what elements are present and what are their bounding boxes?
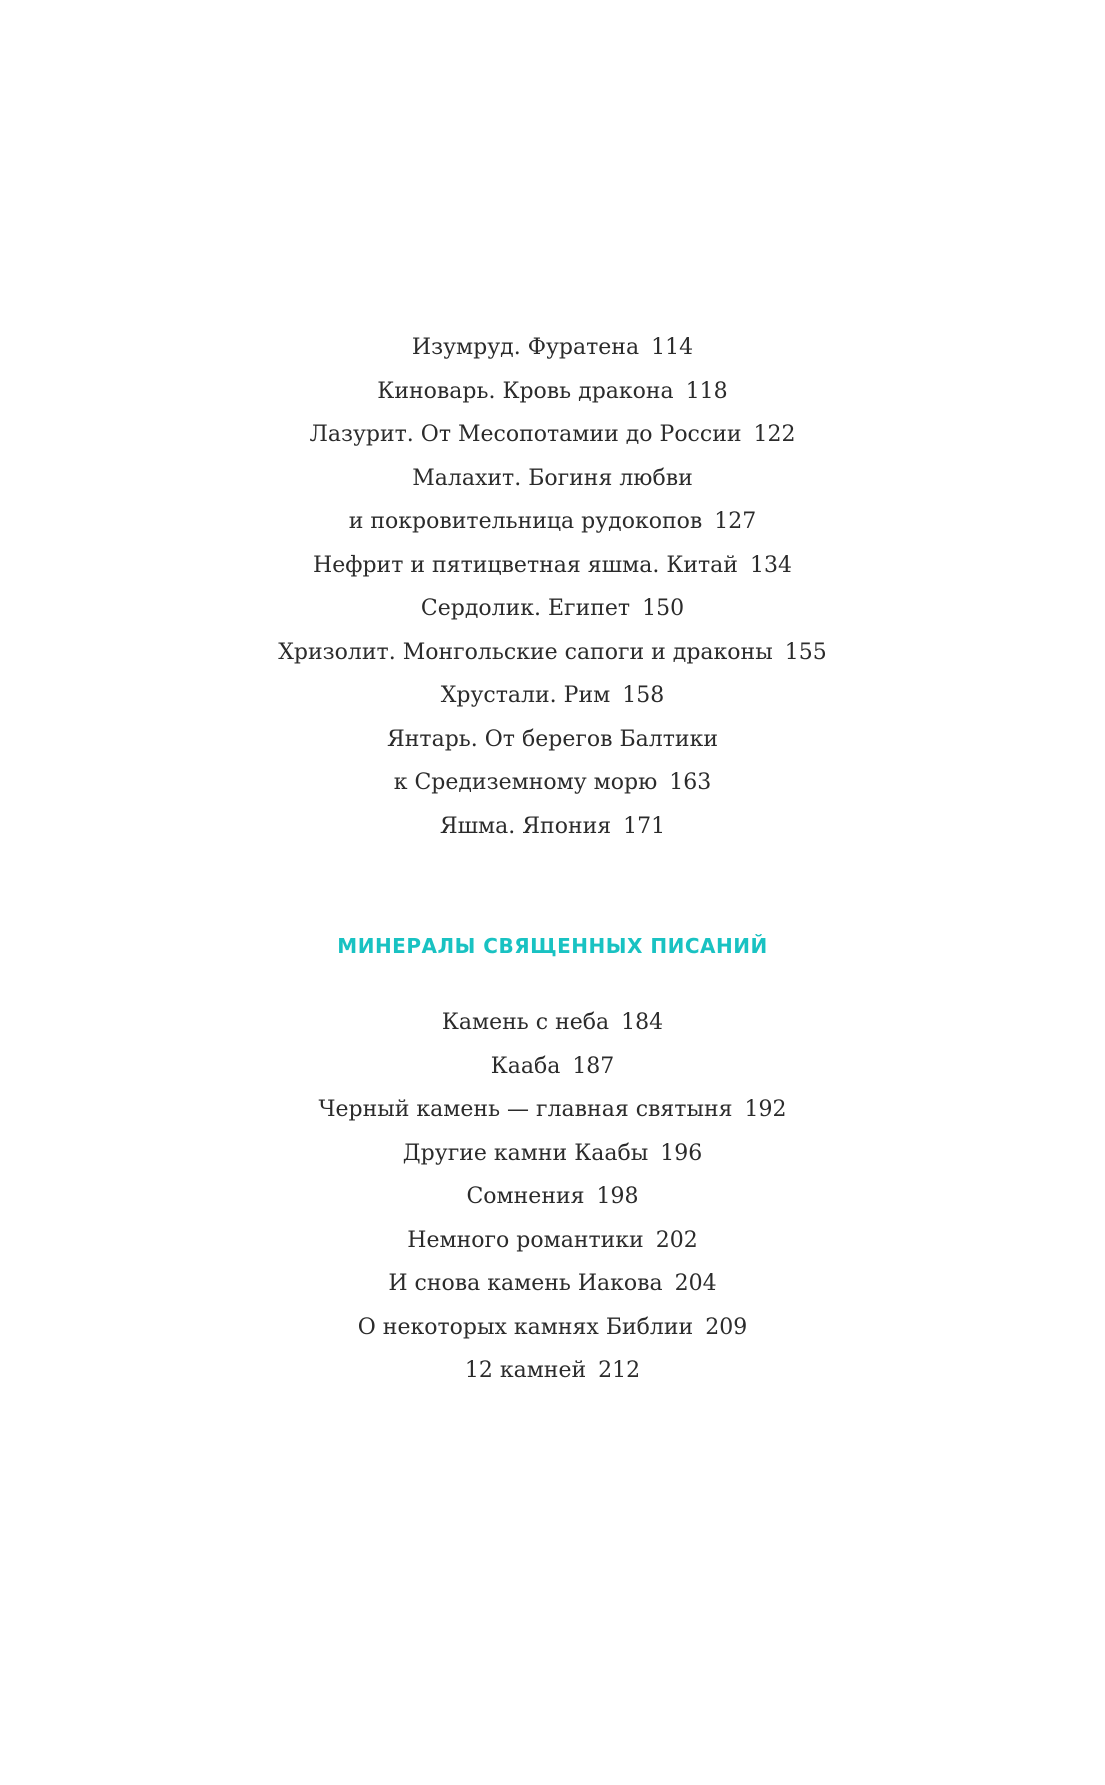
toc-entry[interactable] — [0, 805, 1105, 849]
toc-entry-page: 158 — [622, 683, 665, 708]
toc-entry[interactable] — [0, 1132, 1105, 1176]
toc-list-top — [0, 326, 1105, 848]
section-heading[interactable]: МИНЕРАЛЫ СВЯЩЕННЫХ ПИСАНИЙ — [337, 934, 768, 958]
toc-entry-page: 150 — [642, 596, 685, 621]
toc-entry-page: 196 — [660, 1140, 703, 1166]
toc-entry-title: Хрустали. Рим — [440, 683, 611, 708]
toc-entry-page: 114 — [651, 335, 694, 360]
toc-entry[interactable] — [0, 718, 1105, 762]
toc-entry[interactable] — [0, 1088, 1105, 1132]
toc-entry-title: Нефрит и пятицветная яшма. Китай — [313, 552, 738, 578]
toc-entry-title: Кааба — [490, 1053, 561, 1079]
toc-entry-page: 184 — [621, 1010, 664, 1035]
toc-entry-title: и покровительница рудокопов — [348, 509, 703, 534]
toc-entry[interactable] — [0, 326, 1105, 370]
toc-entry[interactable] — [0, 1001, 1105, 1045]
toc-entry-title: Яшма. Япония — [439, 813, 612, 839]
toc-entry[interactable] — [0, 1045, 1105, 1089]
toc-entry[interactable] — [0, 1349, 1105, 1393]
toc-entry-page: 127 — [714, 509, 757, 534]
toc-entry-title: Малахит. Богиня любви — [412, 465, 693, 491]
toc-entry[interactable] — [0, 413, 1105, 457]
toc-entry-page: 171 — [623, 813, 666, 839]
toc-entry[interactable] — [0, 1219, 1105, 1263]
toc-entry-page: 192 — [744, 1097, 787, 1122]
toc-entry-title: Камень с неба — [441, 1010, 610, 1035]
toc-entry-page: 212 — [598, 1358, 641, 1383]
toc-entry[interactable] — [0, 631, 1105, 675]
toc-entry-page: 187 — [572, 1053, 615, 1079]
toc-entry[interactable] — [0, 544, 1105, 588]
toc-entry-title: Изумруд. Фуратена — [411, 335, 640, 360]
toc-entry-continuation[interactable] — [0, 500, 1105, 544]
toc-entry-title: Сердолик. Египет — [420, 596, 631, 621]
toc-entry-title: 12 камней — [464, 1358, 587, 1383]
toc-entry-title: Черный камень — главная святыня — [318, 1097, 733, 1122]
toc-entry-page: 163 — [669, 770, 712, 795]
toc-entry-title: И снова камень Иакова — [388, 1271, 663, 1296]
toc-entry-title: Немного романтики — [407, 1227, 644, 1253]
toc-entry-page: 209 — [705, 1314, 748, 1340]
toc-entry-page: 202 — [655, 1227, 698, 1253]
toc-entry-page: 122 — [753, 422, 796, 447]
toc-entry[interactable] — [0, 1262, 1105, 1306]
toc-entry[interactable] — [0, 457, 1105, 501]
toc-entry-title: Хризолит. Монгольские сапоги и драконы — [278, 639, 773, 665]
toc-entry-page: 155 — [784, 639, 827, 665]
toc-entry[interactable] — [0, 674, 1105, 718]
toc-entry-title: Другие камни Каабы — [402, 1140, 649, 1166]
toc-entry[interactable] — [0, 587, 1105, 631]
toc-entry-title: Лазурит. От Месопотамии до России — [309, 422, 742, 447]
toc-list-bottom — [0, 1001, 1105, 1393]
toc-entry-page: 118 — [685, 378, 728, 404]
toc-entry-page: 204 — [674, 1271, 717, 1296]
toc-entry-title: Янтарь. От берегов Балтики — [387, 726, 718, 752]
toc-entry-title: Сомнения — [466, 1184, 585, 1209]
toc-entry-title: Киноварь. Кровь дракона — [377, 378, 674, 404]
toc-entry-page: 198 — [596, 1184, 639, 1209]
toc-entry-continuation[interactable] — [0, 761, 1105, 805]
toc-entry[interactable] — [0, 1175, 1105, 1219]
toc-entry[interactable] — [0, 1306, 1105, 1350]
toc-entry-page: 134 — [749, 552, 792, 578]
toc-entry-title: О некоторых камнях Библии — [357, 1314, 694, 1340]
toc-entry-title: к Средиземному морю — [393, 770, 658, 795]
toc-entry[interactable] — [0, 370, 1105, 414]
